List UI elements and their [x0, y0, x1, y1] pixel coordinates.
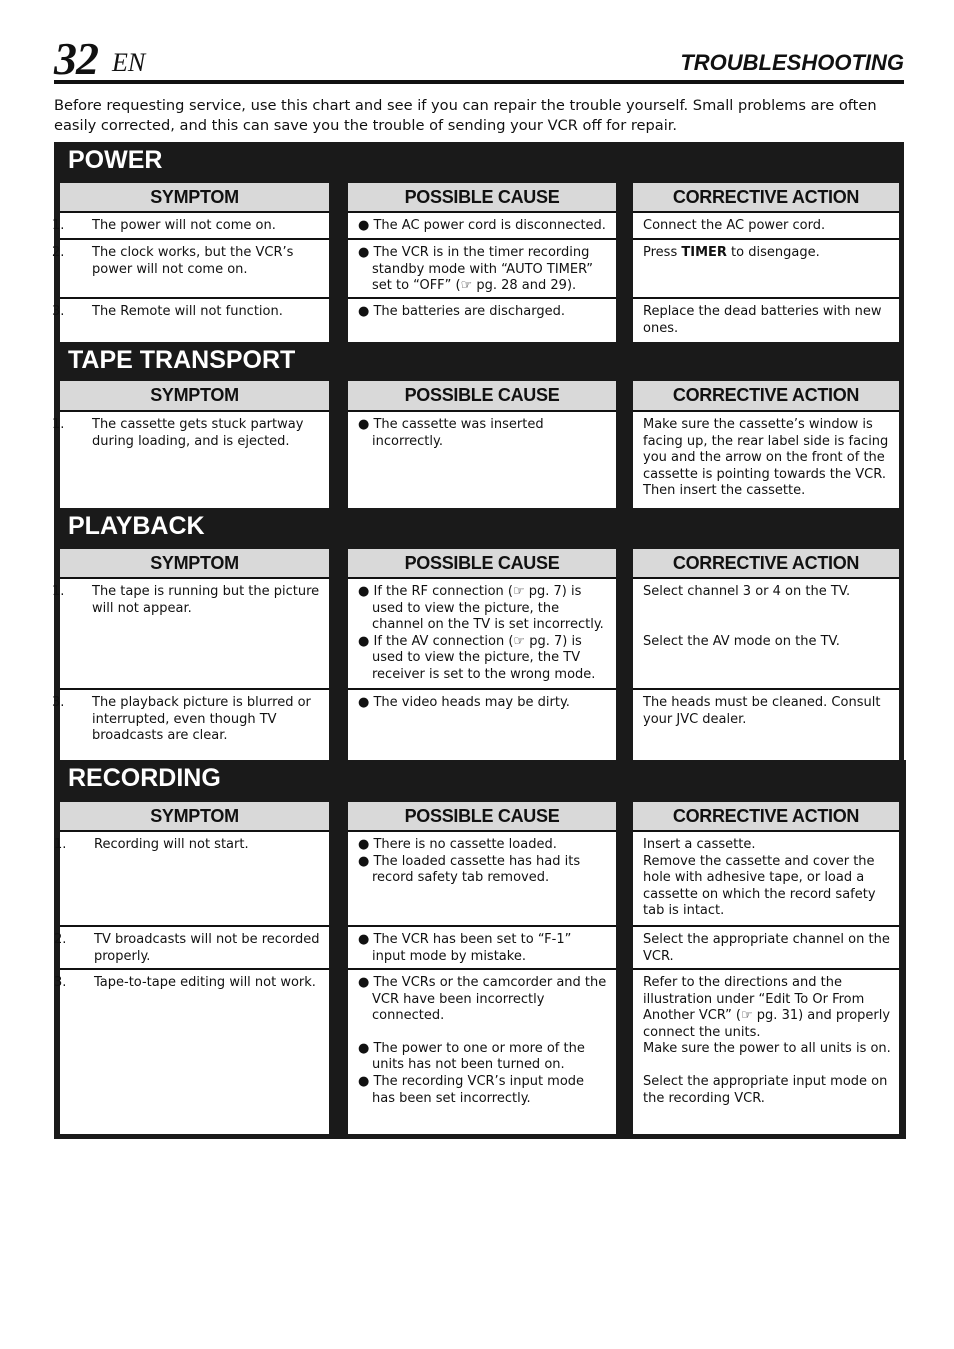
table-cell: ● The cassette was inserted incorrectly. — [358, 417, 544, 449]
section-playback — [54, 508, 904, 760]
symptom-column — [52, 183, 329, 342]
section-recording — [54, 760, 906, 1139]
table-cell: ● The AC power cord is disconnected. — [358, 218, 606, 233]
page-header — [54, 34, 904, 84]
table-cell: Select channel 3 or 4 on the TV. Select the AV mode on the TV. — [643, 584, 851, 649]
cause-column — [348, 183, 616, 342]
action-column — [633, 381, 899, 508]
section-title: RECORDING — [68, 764, 221, 792]
symptom-column — [52, 549, 329, 760]
table-cell: 1. The cassette gets stuck partway during loading, and is ejected. — [52, 417, 304, 449]
table-cell: Make sure the cassette’s window is facing up, the rear label side is facing you and the arrow on the front of the cassette is pointing towards the VCR. Then insert the cassette. — [643, 417, 889, 499]
cause-column — [348, 549, 616, 760]
section-title: PLAYBACK — [68, 512, 205, 540]
table-cell: Replace the dead batteries with new ones. — [633, 297, 899, 342]
table-cell: Press TIMER to disengage. — [633, 238, 899, 297]
table-cell: ● The VCRs or the camcorder and the VCR have been incorrectly connected. ● The power to one or more of the units has not been turned on. ● The recording VCR’s input mode has been set incorrectly. — [348, 968, 616, 1134]
table-cell: 1. Recording will not start. — [54, 837, 249, 852]
table-cell: 3. Tape-to-tape editing will not work. — [60, 968, 329, 1134]
action-header: CORRECTIVE ACTION — [633, 549, 899, 579]
table-cell: Connect the AC power cord. — [643, 218, 826, 233]
table-cell: 3. The Remote will not function. — [60, 297, 329, 342]
table-cell: ● The VCR is in the timer recording standby mode with “AUTO TIMER” set to “OFF” (☞ pg. 28 and 29). — [348, 238, 616, 297]
symptom-header: SYMPTOM — [60, 381, 329, 412]
symptom-column — [54, 802, 329, 1134]
action-column — [633, 802, 899, 1134]
section-title: POWER — [68, 146, 163, 174]
symptom-header: SYMPTOM — [60, 802, 329, 832]
page-title: TROUBLESHOOTING — [680, 50, 904, 75]
section-tape-transport — [54, 342, 904, 508]
action-column — [633, 549, 899, 760]
table-cell: 1. The power will not come on. — [52, 218, 276, 233]
action-header: CORRECTIVE ACTION — [633, 381, 899, 412]
cause-header: POSSIBLE CAUSE — [348, 549, 616, 579]
cause-header: POSSIBLE CAUSE — [348, 802, 616, 832]
page-number: 32 — [54, 33, 98, 84]
symptom-header: SYMPTOM — [60, 183, 329, 213]
table-cell: The heads must be cleaned. Consult your JVC dealer. — [633, 688, 899, 760]
intro-text: Before requesting service, use this chart and see if you can repair the trouble yourself. Small problems are often easily corrected, and this can save you the trouble of sending your VCR off for repair. — [54, 97, 877, 134]
section-power — [54, 142, 904, 342]
section-title: TAPE TRANSPORT — [68, 346, 296, 374]
table-cell: Select the appropriate channel on the VCR. — [633, 925, 899, 968]
action-column — [633, 183, 899, 342]
cause-header: POSSIBLE CAUSE — [348, 381, 616, 412]
action-header: CORRECTIVE ACTION — [633, 802, 899, 832]
table-cell: ● The batteries are discharged. — [348, 297, 616, 342]
table-cell: 2. TV broadcasts will not be recorded properly. — [60, 925, 329, 968]
table-cell: 3. The playback picture is blurred or interrupted, even though TV broadcasts are clear. — [60, 688, 329, 760]
cause-column — [348, 381, 616, 508]
table-cell: ● The VCR has been set to “F-1” input mode by mistake. — [348, 925, 616, 968]
cause-column — [348, 802, 616, 1134]
table-cell: 1. The tape is running but the picture will not appear. — [52, 584, 320, 616]
action-header: CORRECTIVE ACTION — [633, 183, 899, 213]
table-cell: Refer to the directions and the illustration under “Edit To Or From Another VCR” (☞ pg. 31) and properly connect the units. Make sure the power to all units is on. Select the appropriate input mode on the recording VCR. — [633, 968, 899, 1134]
table-cell: ● If the RF connection (☞ pg. 7) is used to view the picture, the channel on the TV is set incorrectly. ● If the AV connection (☞ pg. 7) is used to view the picture, the TV receiver is set to the wrong mode. — [358, 584, 604, 682]
cause-header: POSSIBLE CAUSE — [348, 183, 616, 213]
table-cell: ● There is no cassette loaded. ● The loaded cassette has had its record safety tab removed. — [358, 837, 581, 886]
table-cell: Insert a cassette. Remove the cassette and cover the hole with adhesive tape, or load a cassette on which the record safety tab is intact. — [643, 837, 876, 919]
symptom-column — [52, 381, 329, 508]
table-cell: 2. The clock works, but the VCR’s power will not come on. — [60, 238, 329, 297]
language-code: EN — [112, 48, 146, 77]
table-cell: ● The video heads may be dirty. — [348, 688, 616, 760]
symptom-header: SYMPTOM — [60, 549, 329, 579]
